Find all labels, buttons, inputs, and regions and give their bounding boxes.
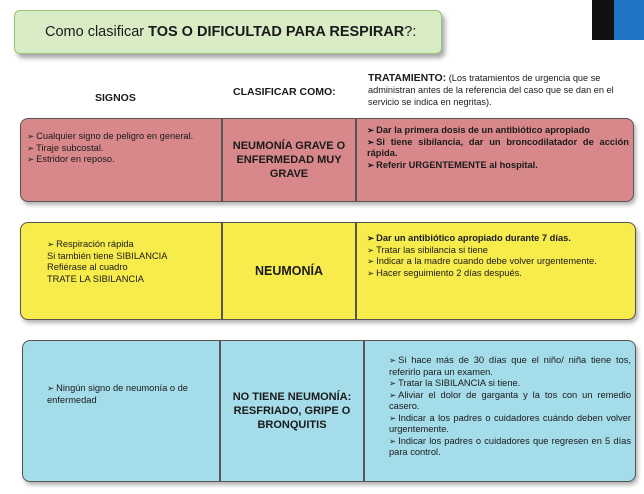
treatment-item: ➢ Indicar a la madre cuando debe volver urgentemente. xyxy=(367,256,631,268)
header-signs: SIGNOS xyxy=(95,92,136,104)
corner-blue-block xyxy=(614,0,644,40)
treatment-cell xyxy=(367,233,631,279)
classification-cell: NEUMONÍA GRAVE O ENFERMEDAD MUY GRAVE xyxy=(232,140,346,180)
sign-item: Si también tiene SIBILANCIA xyxy=(47,250,168,261)
treatment-cell xyxy=(389,355,631,459)
row-divider xyxy=(355,223,357,319)
corner-dark-block xyxy=(592,0,614,40)
treatment-item: ➢ Indicar los padres o cuidadores que regresen en 5 días para control. xyxy=(389,436,631,459)
row-severe-pneumonia xyxy=(20,118,634,202)
row-divider xyxy=(363,341,365,481)
treatment-item: ➢ Dar un antibiótico apropiado durante 7 días. xyxy=(367,233,631,245)
header-classify: CLASIFICAR COMO: xyxy=(233,86,336,98)
title-emphasis: TOS O DIFICULTAD PARA RESPIRAR xyxy=(148,24,405,40)
treatment-item: ➢ Dar la primera dosis de un antibiótico apropiado xyxy=(367,125,629,137)
treatment-item: ➢ Tratar las sibilancia si tiene xyxy=(367,245,631,257)
treatment-cell xyxy=(367,125,629,171)
sign-item: Refiérase al cuadro xyxy=(47,262,128,272)
sign-item: ➢ Respiración rápida xyxy=(47,239,217,251)
title-suffix: ?: xyxy=(404,24,417,40)
signs-cell xyxy=(47,383,215,406)
treatment-item: ➢ Si hace más de 30 días que el niño/ niña tiene tos, referirlo para un examen. xyxy=(389,355,631,378)
header-treatment-label: TRATAMIENTO: xyxy=(368,72,447,84)
row-pneumonia xyxy=(20,222,636,320)
header-treatment-note: (Los tratamientos de urgencia que se administran antes de la referencia del caso que se dan en el servicio se indica en negritas). xyxy=(368,73,614,107)
row-divider xyxy=(219,341,221,481)
title-prefix: Como clasificar xyxy=(45,24,145,40)
sign-item: ➢ Estridor en reposo. xyxy=(27,154,217,166)
treatment-item: ➢ Aliviar el dolor de garganta y la tos con un remedio casero. xyxy=(389,390,631,413)
sign-item: ➢ Cualquier signo de peligro en general. xyxy=(27,131,217,143)
treatment-item: ➢ Hacer seguimiento 2 días después. xyxy=(367,268,631,280)
classification-cell: NEUMONÍA xyxy=(254,264,324,278)
treatment-item: ➢ Referir URGENTEMENTE al hospital. xyxy=(367,160,629,172)
sign-item: ➢ Ningún signo de neumonía o de enfermedad xyxy=(47,383,215,406)
classification-cell: NO TIENE NEUMONÍA: RESFRIADO, GRIPE O BRONQUITIS xyxy=(232,391,352,431)
row-divider xyxy=(355,119,357,201)
row-no-pneumonia xyxy=(22,340,636,482)
signs-cell xyxy=(27,131,217,166)
treatment-item: ➢ Indicar a los padres o cuidadores cuándo deben volver urgentemente. xyxy=(389,413,631,436)
row-divider xyxy=(221,119,223,201)
signs-cell xyxy=(47,239,217,285)
treatment-item: ➢ Si tiene sibilancia, dar un broncodilatador de acción rápida. xyxy=(367,137,629,160)
treatment-item: ➢ Tratar la SIBILANCIA si tiene. xyxy=(389,378,631,390)
sign-item: ➢ Tiraje subcostal. xyxy=(27,143,217,155)
row-divider xyxy=(221,223,223,319)
page-title xyxy=(14,10,442,54)
header-treatment xyxy=(368,72,638,108)
sign-item: TRATE LA SIBILANCIA xyxy=(47,273,144,284)
